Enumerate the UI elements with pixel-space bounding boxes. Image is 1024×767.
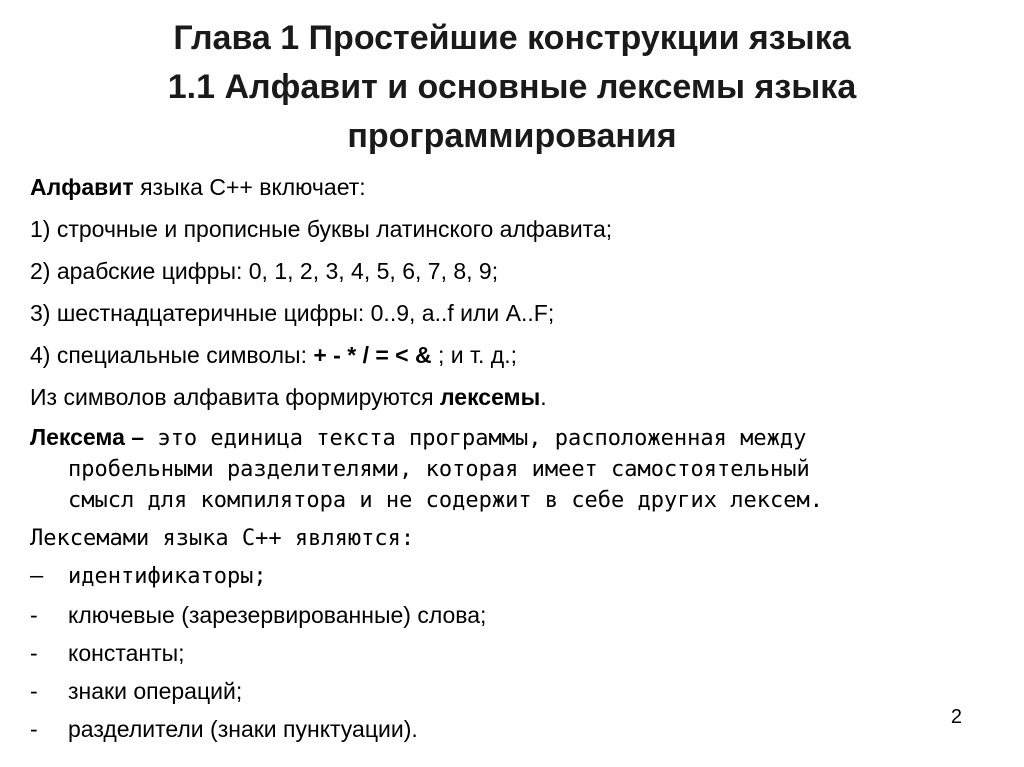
list-item (30, 710, 990, 748)
list-item (30, 596, 990, 634)
definition-line-1 (30, 422, 990, 454)
definition-term: Лексема – (30, 424, 145, 450)
definition-line-3: смысл для компилятора и не содержит в себе других лексем. (68, 488, 823, 513)
formed-suffix: . (540, 384, 547, 410)
slide-title (0, 14, 1024, 161)
alphabet-intro-text: языка С++ включает: (133, 174, 366, 200)
list-item (30, 634, 990, 672)
dash-marker: - (30, 678, 38, 704)
slide-body (30, 166, 990, 748)
list-item (30, 672, 990, 710)
list-item-label: знаки операций; (68, 678, 243, 704)
formed-prefix: Из символов алфавита формируются (30, 384, 440, 410)
title-line-2: 1.1 Алфавит и основные лексемы языка (167, 68, 857, 106)
lexemes-intro: Лексемами языка С++ являются: (30, 526, 415, 551)
list-item-label: идентификаторы; (68, 564, 267, 589)
title-line-1: Глава 1 Простейшие конструкции языка (173, 19, 851, 57)
dash-marker: – (30, 564, 44, 589)
special-suffix: ; и т. д.; (431, 342, 517, 368)
special-prefix: 4) специальные символы: (30, 342, 314, 368)
alphabet-intro (30, 166, 990, 208)
dash-marker: - (30, 640, 38, 666)
formed-term: лексемы (439, 384, 541, 410)
list-item-label: константы; (68, 640, 185, 666)
alphabet-item: 1) строчные и прописные буквы латинского алфавита; (30, 216, 613, 242)
lexemes-formed-sentence (30, 376, 990, 418)
list-item (30, 558, 990, 596)
dash-marker: - (30, 716, 38, 742)
alphabet-item: 2) арабские цифры: 0, 1, 2, 3, 4, 5, 6, 7, 8, 9; (30, 258, 499, 284)
dash-marker: - (30, 602, 38, 628)
alphabet-item-special (30, 334, 990, 376)
list-item-label: разделители (знаки пунктуации). (68, 716, 418, 742)
list-item-label: ключевые (зарезервированные) слова; (68, 602, 487, 628)
definition-line-2: пробельными разделителями, которая имеет самостоятельный (68, 457, 810, 482)
lexeme-definition (30, 418, 990, 520)
alphabet-term: Алфавит (30, 174, 134, 200)
special-symbols: + - * / = < & (313, 342, 432, 368)
page-number: 2 (950, 706, 962, 728)
alphabet-item: 3) шестнадцатеричные цифры: 0..9, a..f или A..F; (30, 300, 555, 326)
title-line-3: программирования (347, 117, 677, 155)
definition-text-1: это единица текста программы, расположенная между (144, 426, 807, 451)
